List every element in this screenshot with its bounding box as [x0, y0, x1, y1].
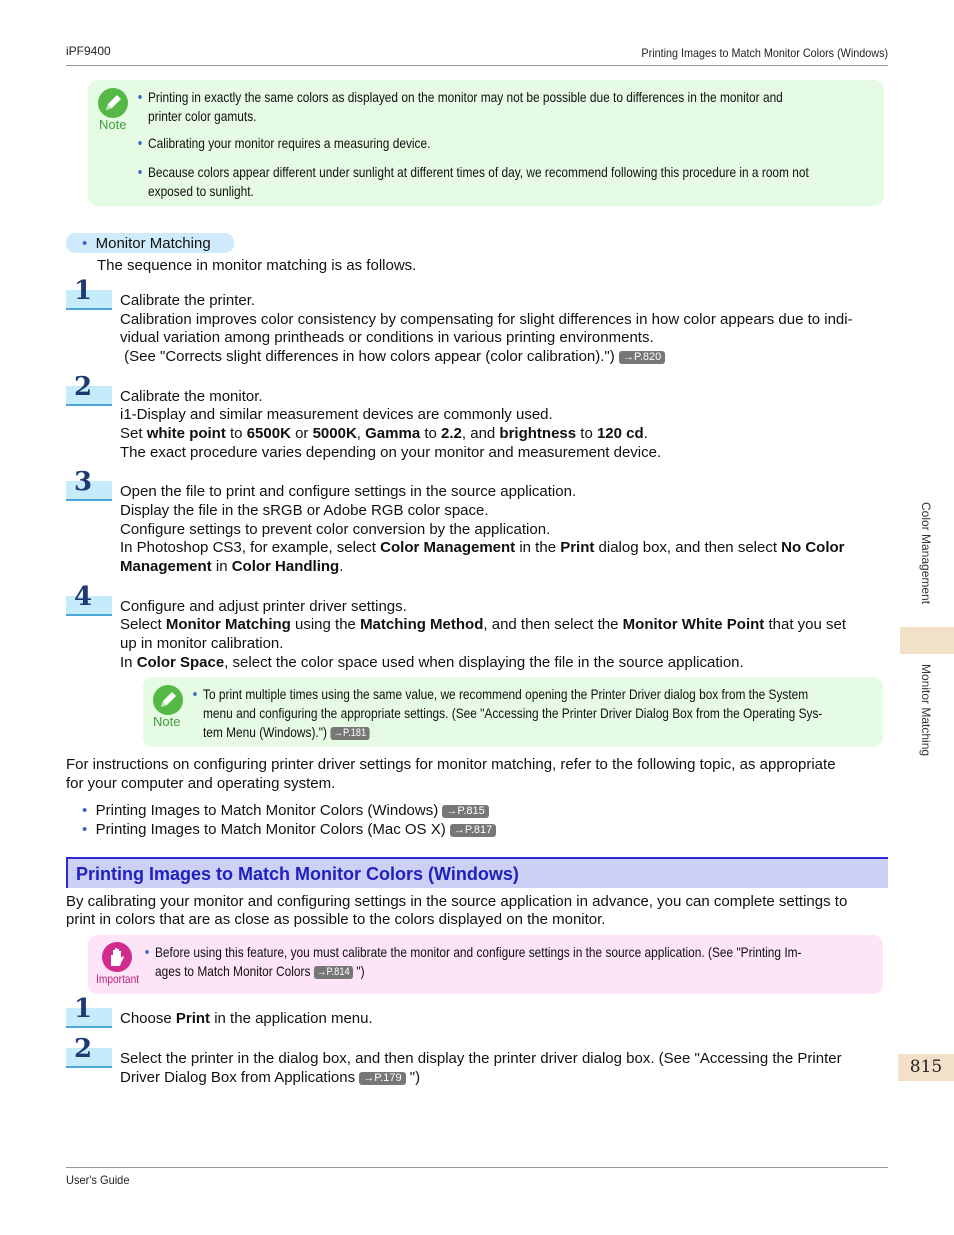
- step-number-badge: 4: [66, 590, 112, 616]
- side-section-label: Monitor Matching: [919, 664, 933, 757]
- side-tab-marker: [900, 627, 954, 654]
- note-label: Note: [153, 714, 181, 729]
- header-chapter: Printing Images to Match Monitor Colors (Windows): [641, 46, 888, 60]
- note-item-cont: exposed to sunlight.: [148, 183, 254, 199]
- step-text: i1-Display and similar measurement devices are commonly used.: [120, 406, 553, 423]
- step-text: (See "Corrects slight differences in how colors appear (color calibration).") →P.820: [120, 347, 665, 366]
- important-item: • Before using this feature, you must calibrate the monitor and configure settings in the source application. (See "Printing Im-: [144, 944, 802, 961]
- note-pencil-icon: [98, 88, 128, 118]
- body-text: For instructions on configuring printer driver settings for monitor matching, refer to the following topic, as appropriate: [66, 756, 836, 773]
- step-text: Driver Dialog Box from Applications →P.179 "): [120, 1069, 421, 1086]
- footer-rule: [66, 1167, 888, 1168]
- step-text: up in monitor calibration.: [120, 635, 284, 652]
- side-chapter-label: Color Management: [919, 502, 933, 605]
- link-list-item: • Printing Images to Match Monitor Colors (Windows) →P.815: [82, 801, 489, 820]
- section-heading: Printing Images to Match Monitor Colors (Windows): [66, 857, 888, 888]
- page-ref-link[interactable]: →P.181: [330, 727, 369, 740]
- important-hand-icon: [102, 942, 132, 972]
- step-title: Configure and adjust printer driver settings.: [120, 598, 407, 615]
- important-label: Important: [96, 972, 140, 986]
- step-title: Open the file to print and configure settings in the source application.: [120, 483, 577, 500]
- page-ref-link[interactable]: →P.815: [442, 805, 488, 818]
- note-label: Note: [99, 117, 127, 132]
- step-text: Select Monitor Matching using the Matching Method, and then select the Monitor White Point that you set: [120, 616, 847, 633]
- intro-text: The sequence in monitor matching is as follows.: [97, 257, 417, 274]
- topic-pill-label: • Monitor Matching: [82, 235, 211, 252]
- important-item-cont: ages to Match Monitor Colors →P.814 "): [155, 963, 365, 979]
- step-title: Calibrate the monitor.: [120, 388, 263, 405]
- step-number-badge: 3: [66, 475, 112, 501]
- topic-link[interactable]: Printing Images to Match Monitor Colors (Mac OS X): [95, 821, 446, 838]
- header-rule: [66, 65, 888, 66]
- step-text: In Photoshop CS3, for example, select Color Management in the Print dialog box, and then select No Color: [120, 539, 845, 556]
- body-text: for your computer and operating system.: [66, 775, 336, 792]
- footer-text: User's Guide: [66, 1173, 130, 1187]
- note-item: • To print multiple times using the same value, we recommend opening the Printer Driver dialog box from the System: [192, 686, 809, 703]
- note-item-cont: menu and configuring the appropriate settings. (See "Accessing the Printer Driver Dialog Box from the Operating Sys-: [203, 705, 823, 721]
- body-text: By calibrating your monitor and configuring settings in the source application in advance, you can complete settings to: [66, 893, 848, 910]
- step-number-badge: 1: [66, 284, 112, 310]
- link-list-item: • Printing Images to Match Monitor Colors (Mac OS X) →P.817: [82, 820, 496, 839]
- step-title: Select the printer in the dialog box, and then display the printer driver dialog box. (See "Accessing the Printer: [120, 1050, 842, 1067]
- page-ref-link[interactable]: →P.820: [619, 351, 665, 364]
- step-text: Display the file in the sRGB or Adobe RGB color space.: [120, 502, 489, 519]
- step-title: Choose Print in the application menu.: [120, 1010, 373, 1027]
- note-item: • Calibrating your monitor requires a measuring device.: [137, 135, 431, 152]
- step-text: The exact procedure varies depending on your monitor and measurement device.: [120, 444, 662, 461]
- step-text: vidual variation among printheads or conditions in various printing environments.: [120, 329, 654, 346]
- note-pencil-icon: [153, 685, 183, 715]
- step-text: Set white point to 6500K or 5000K, Gamma to 2.2, and brightness to 120 cd.: [120, 425, 648, 442]
- step-title: Calibrate the printer.: [120, 292, 256, 309]
- step-number-badge: 2: [66, 1042, 112, 1068]
- step-text: In Color Space, select the color space used when displaying the file in the source application.: [120, 654, 744, 671]
- page-ref-link[interactable]: →P.817: [450, 824, 496, 837]
- page-ref-link[interactable]: →P.179: [359, 1072, 405, 1085]
- topic-link[interactable]: Printing Images to Match Monitor Colors (Windows): [95, 802, 439, 819]
- note-item-cont: tem Menu (Windows).") →P.181: [203, 723, 370, 742]
- note-item-cont: printer color gamuts.: [148, 108, 257, 124]
- note-item: • Printing in exactly the same colors as displayed on the monitor may not be possible due to differences in the monitor and: [137, 89, 783, 106]
- header-product: iPF9400: [66, 44, 111, 58]
- body-text: print in colors that are as close as possible to the colors displayed on the monitor.: [66, 911, 606, 928]
- step-number-badge: 2: [66, 380, 112, 406]
- step-text: Management in Color Handling.: [120, 558, 344, 575]
- step-text: Calibration improves color consistency by compensating for slight differences in how color appears due to indi-: [120, 311, 853, 328]
- page-ref-link[interactable]: →P.814: [314, 966, 353, 979]
- step-number-badge: 1: [66, 1002, 112, 1028]
- step-text: Configure settings to prevent color conversion by the application.: [120, 521, 551, 538]
- page-number: 815: [898, 1054, 954, 1081]
- note-item: • Because colors appear different under sunlight at different times of day, we recommend following this procedure in a room not: [137, 164, 809, 181]
